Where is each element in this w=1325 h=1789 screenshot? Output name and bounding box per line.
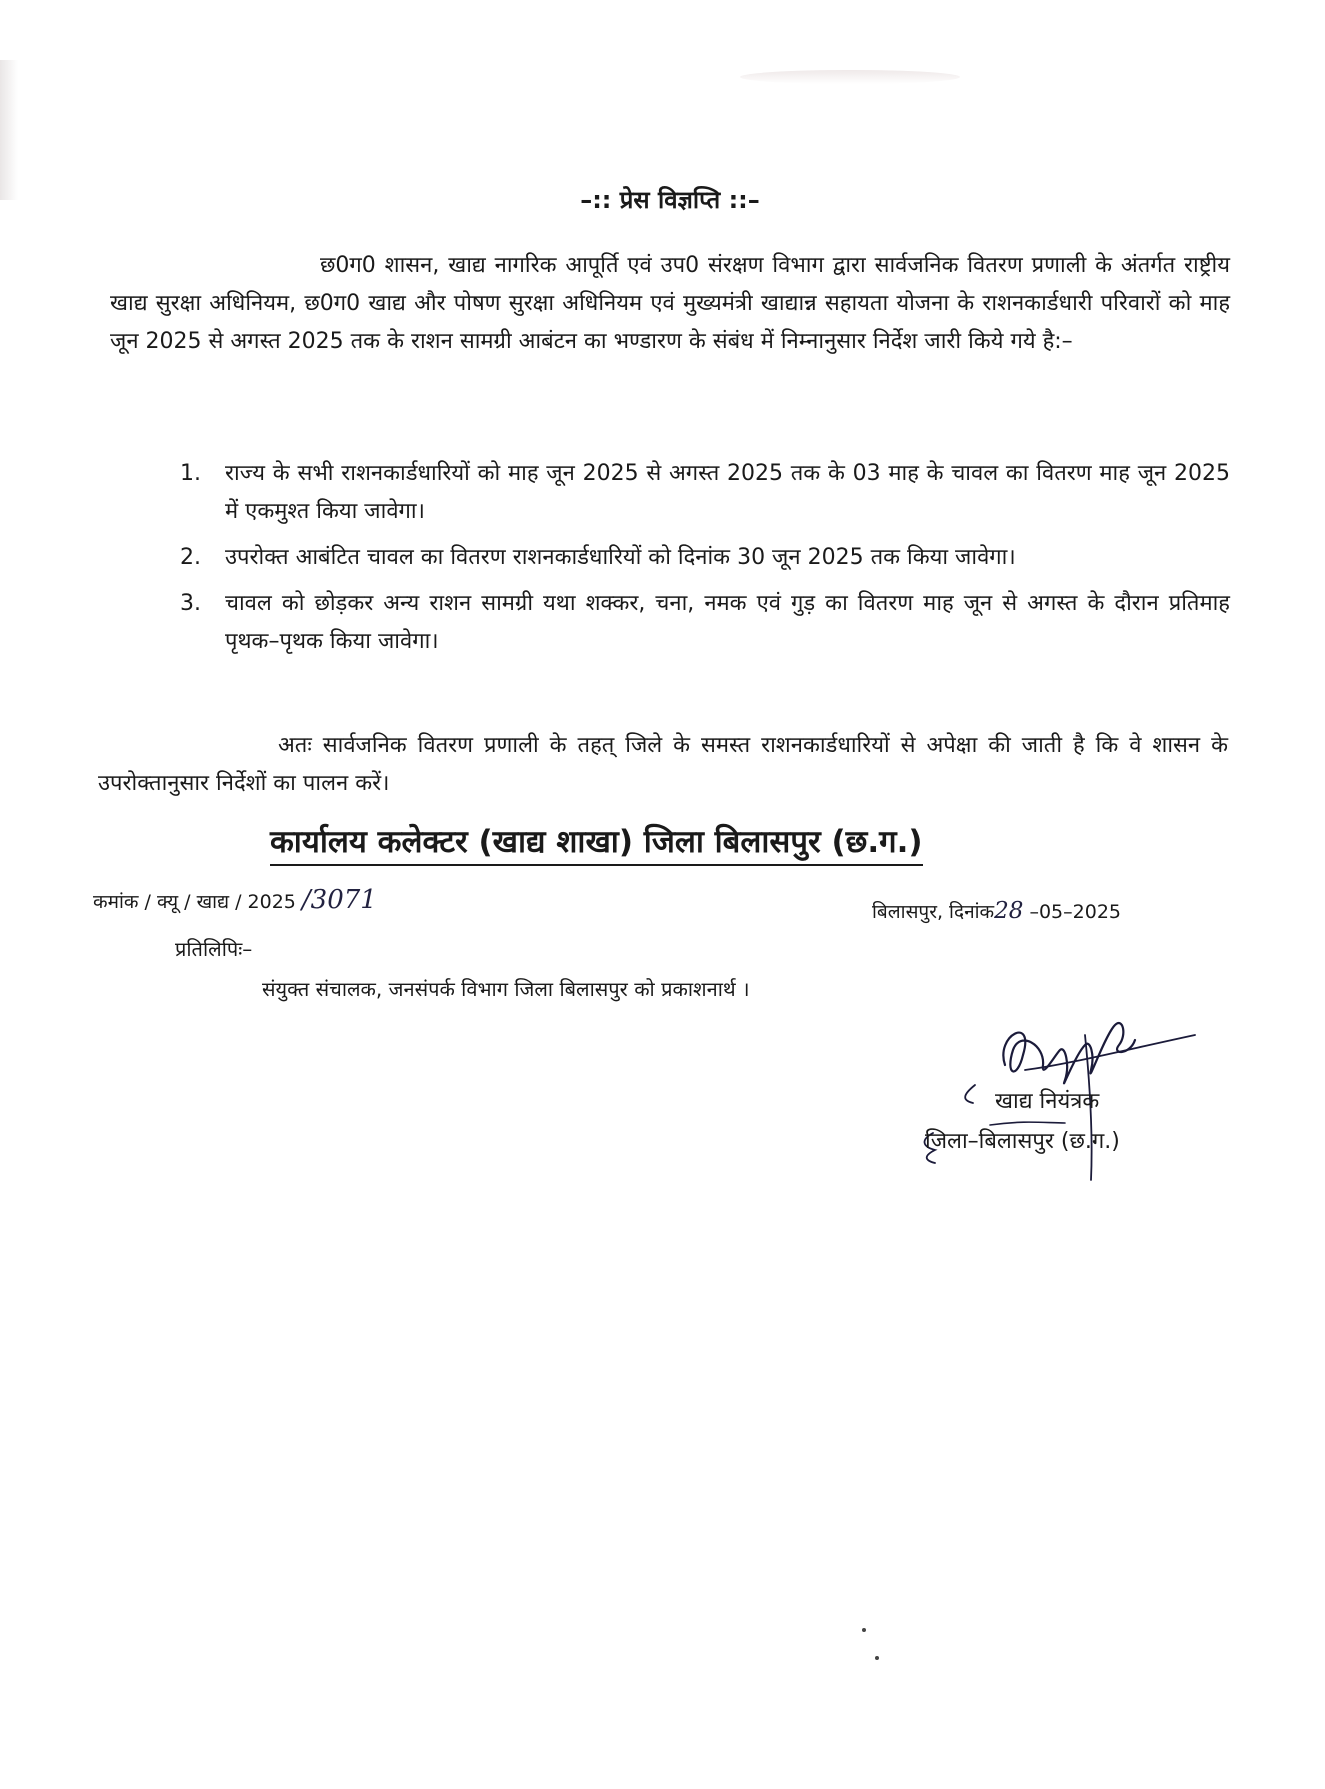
list-item xyxy=(180,455,1230,531)
signatory-title: खाद्य नियंत्रक xyxy=(995,1089,1100,1114)
reference-prefix: कमांक / क्यू / खाद्य / 2025 xyxy=(93,891,296,913)
list-item-text: उपरोक्त आबंटित चावल का वितरण राशनकार्डधारियों को दिनांक 30 जून 2025 तक किया जावेगा। xyxy=(225,545,1016,570)
copy-recipient: संयुक्त संचालक, जनसंपर्क विभाग जिला बिलासपुर को प्रकाशनार्थ । xyxy=(262,977,750,1001)
signature-block xyxy=(895,995,1215,1195)
list-item xyxy=(180,585,1230,661)
page-edge-shadow xyxy=(0,60,18,200)
closing-paragraph: अतः सार्वजनिक वितरण प्रणाली के तहत् जिले के समस्त राशनकार्डधारियों से अपेक्षा की जाती है कि वे शासन के उपरोक्तानुसार निर्देशों का पालन करें। xyxy=(98,733,1228,796)
list-item xyxy=(180,539,1230,577)
date-prefix: बिलासपुर, दिनांक xyxy=(872,901,995,923)
signatory-district: जिला–बिलासपुर (छ.ग.) xyxy=(925,1129,1120,1154)
press-release-heading: –:: प्रेस विज्ञप्ति ::– xyxy=(580,186,760,214)
list-item-number: 1. xyxy=(180,461,201,486)
date-line xyxy=(872,898,1121,924)
list-item-number: 3. xyxy=(180,591,201,616)
list-item-text: राज्य के सभी राशनकार्डधारियों को माह जून 2025 से अगस्त 2025 तक के 03 माह के चावल का वितरण माह जून 2025 में एकमुश्त किया जावेगा। xyxy=(225,461,1230,524)
list-item-text: चावल को छोड़कर अन्य राशन सामग्री यथा शक्कर, चना, नमक एवं गुड़ का वितरण माह जून से अगस्त के दौरान प्रतिमाह पृथक–पृथक किया जावेगा। xyxy=(225,591,1230,654)
office-title: कार्यालय कलेक्टर (खाद्य शाखा) जिला बिलासपुर (छ.ग.) xyxy=(270,820,923,866)
instruction-list xyxy=(180,455,1230,669)
copy-label: प्रतिलिपिः– xyxy=(175,937,253,961)
reference-number: /3071 xyxy=(301,885,377,915)
intro-paragraph: छ0ग0 शासन, खाद्य नागरिक आपूर्ति एवं उप0 संरक्षण विभाग द्वारा सार्वजनिक वितरण प्रणाली के अंतर्गत राष्ट्रीय खाद्य सुरक्षा अधिनियम, छ0ग0 खाद्य और पोषण सुरक्षा अधिनियम एवं मुख्यमंत्री खाद्यान्न सहायता योजना के राशनकार्डधारी परिवारों को माह जून 2025 से अगस्त 2025 तक के राशन सामग्री आबंटन का भण्डारण के संबंध में निम्नानुसार निर्देश जारी किये गये है:– xyxy=(110,253,1230,354)
list-item-number: 2. xyxy=(180,545,201,570)
scan-speck xyxy=(862,1628,866,1632)
reference-line xyxy=(93,885,377,915)
page-fold-shadow xyxy=(740,70,960,84)
scan-speck xyxy=(875,1656,879,1660)
date-rest: –05–2025 xyxy=(1023,901,1121,923)
date-day: 28 xyxy=(994,898,1024,924)
